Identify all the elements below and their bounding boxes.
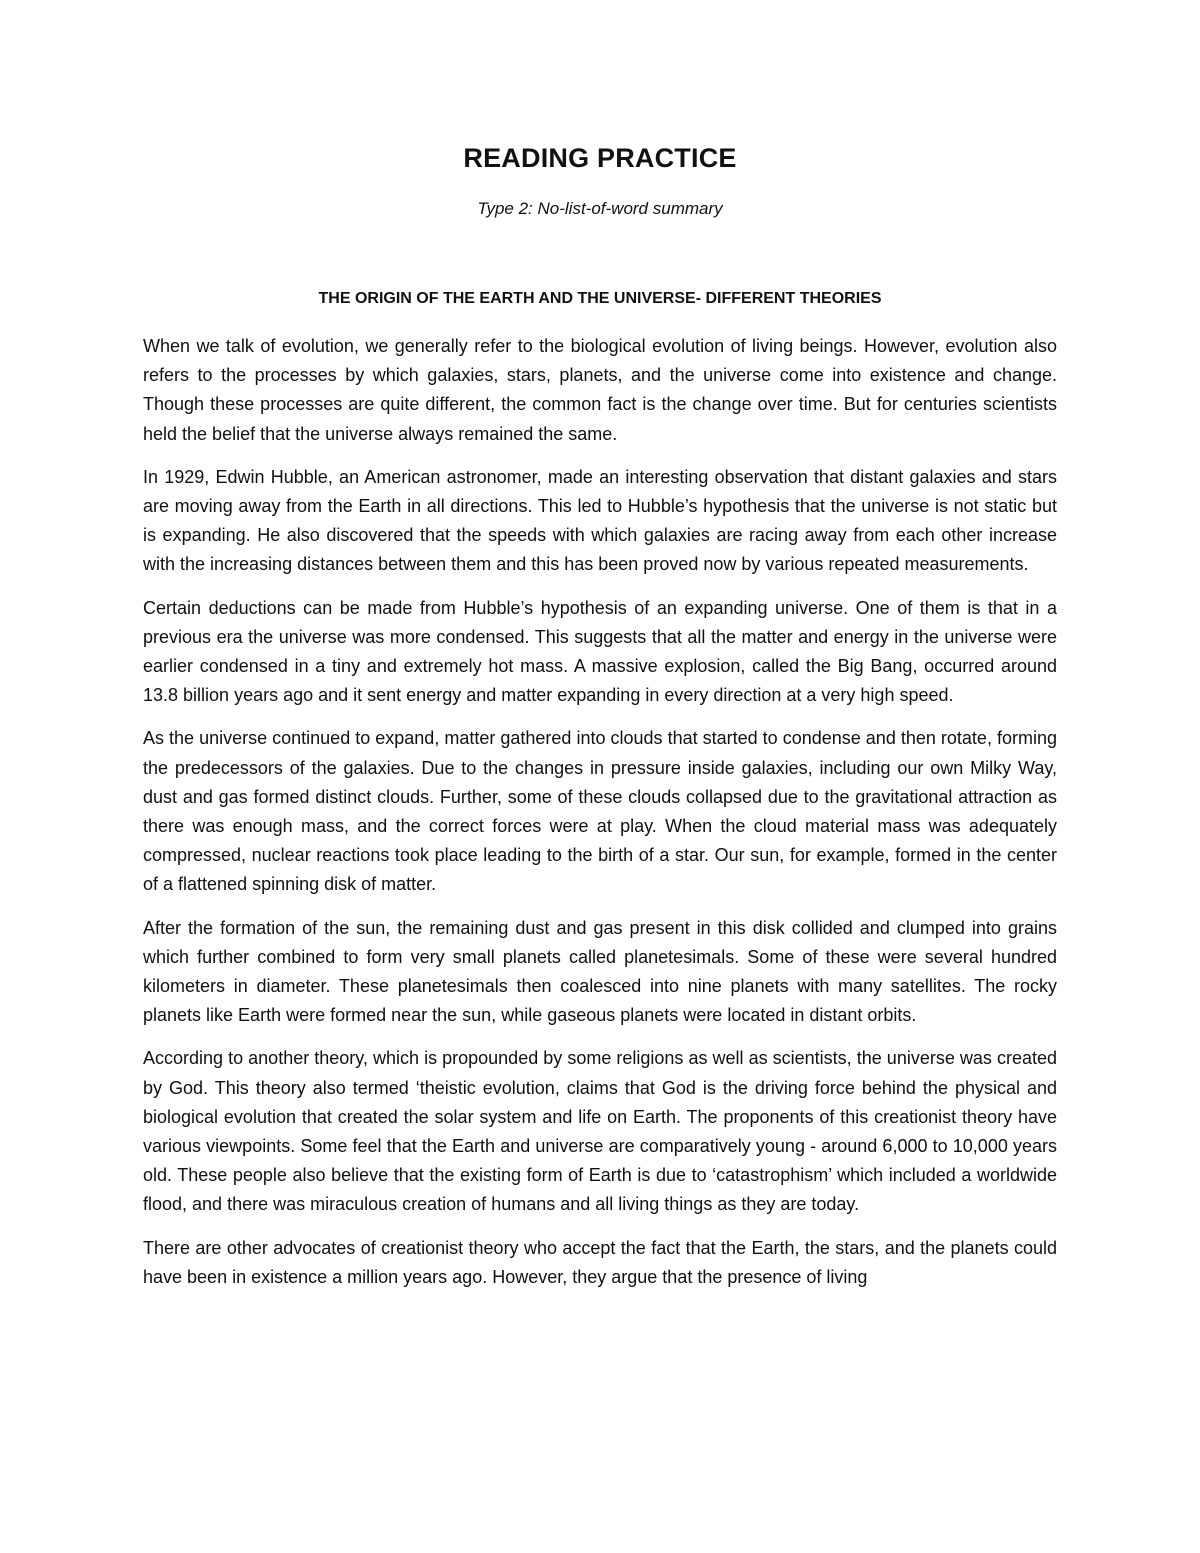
paragraph-6: According to another theory, which is propounded by some religions as well as scientists, the universe was created by God. This theory also termed ‘theistic evolution, claims that God is the driving force behind the physical and biological evolution that created the solar system and life on Earth. The proponents of this creationist theory have various viewpoints. Some feel that the Earth and universe are comparatively young - around 6,000 to 10,000 years old. These people also believe that the existing form of Earth is due to ‘catastrophism’ which included a worldwide flood, and there was miraculous creation of humans and all living things as they are today.	[143, 1048, 1057, 1215]
document-subtitle: Type 2: No-list-of-word summary	[477, 199, 723, 218]
document-title: READING PRACTICE	[463, 143, 737, 173]
paragraph-3: Certain deductions can be made from Hubble’s hypothesis of an expanding universe. One of them is that in a previous era the universe was more condensed. This suggests that all the matter and energy in the universe were earlier condensed in a tiny and extremely hot mass. A massive explosion, called the Big Bang, occurred around 13.8 billion years ago and it sent energy and matter expanding in every direction at a very high speed.	[143, 597, 1057, 706]
paragraph-2: In 1929, Edwin Hubble, an American astronomer, made an interesting observation that distant galaxies and stars are moving away from the Earth in all directions. This led to Hubble’s hypothesis that the universe is not static but is expanding. He also discovered that the speeds with which galaxies are racing away from each other increase with the increasing distances between them and this has been proved now by various repeated measurements.	[143, 466, 1057, 575]
paragraph-7: There are other advocates of creationist theory who accept the fact that the Earth, the stars, and the planets could have been in existence a million years ago. However, they argue that the presence of living	[143, 1237, 1057, 1287]
article-heading: THE ORIGIN OF THE EARTH AND THE UNIVERSE- DIFFERENT THEORIES	[318, 290, 882, 307]
paragraph-4: As the universe continued to expand, matter gathered into clouds that started to condense and then rotate, forming the predecessors of the galaxies. Due to the changes in pressure inside galaxies, including our own Milky Way, dust and gas formed distinct clouds. Further, some of these clouds collapsed due to the gravitational attraction as there was enough mass, and the correct forces were at play. When the cloud material mass was adequately compressed, nuclear reactions took place leading to the birth of a star. Our sun, for example, formed in the center of a flattened spinning disk of matter.	[143, 728, 1057, 895]
article-body	[143, 332, 1057, 1306]
paragraph-5: After the formation of the sun, the remaining dust and gas present in this disk collided and clumped into grains which further combined to form very small planets called planetesimals. Some of these were several hundred kilometers in diameter. These planetesimals then coalesced into nine planets with many satellites. The rocky planets like Earth were formed near the sun, while gaseous planets were located in distant orbits.	[143, 917, 1057, 1026]
paragraph-1: When we talk of evolution, we generally refer to the biological evolution of living beings. However, evolution also refers to the processes by which galaxies, stars, planets, and the universe come into existence and change. Though these processes are quite different, the common fact is the change over time. But for centuries scientists held the belief that the universe always remained the same.	[143, 336, 1057, 444]
